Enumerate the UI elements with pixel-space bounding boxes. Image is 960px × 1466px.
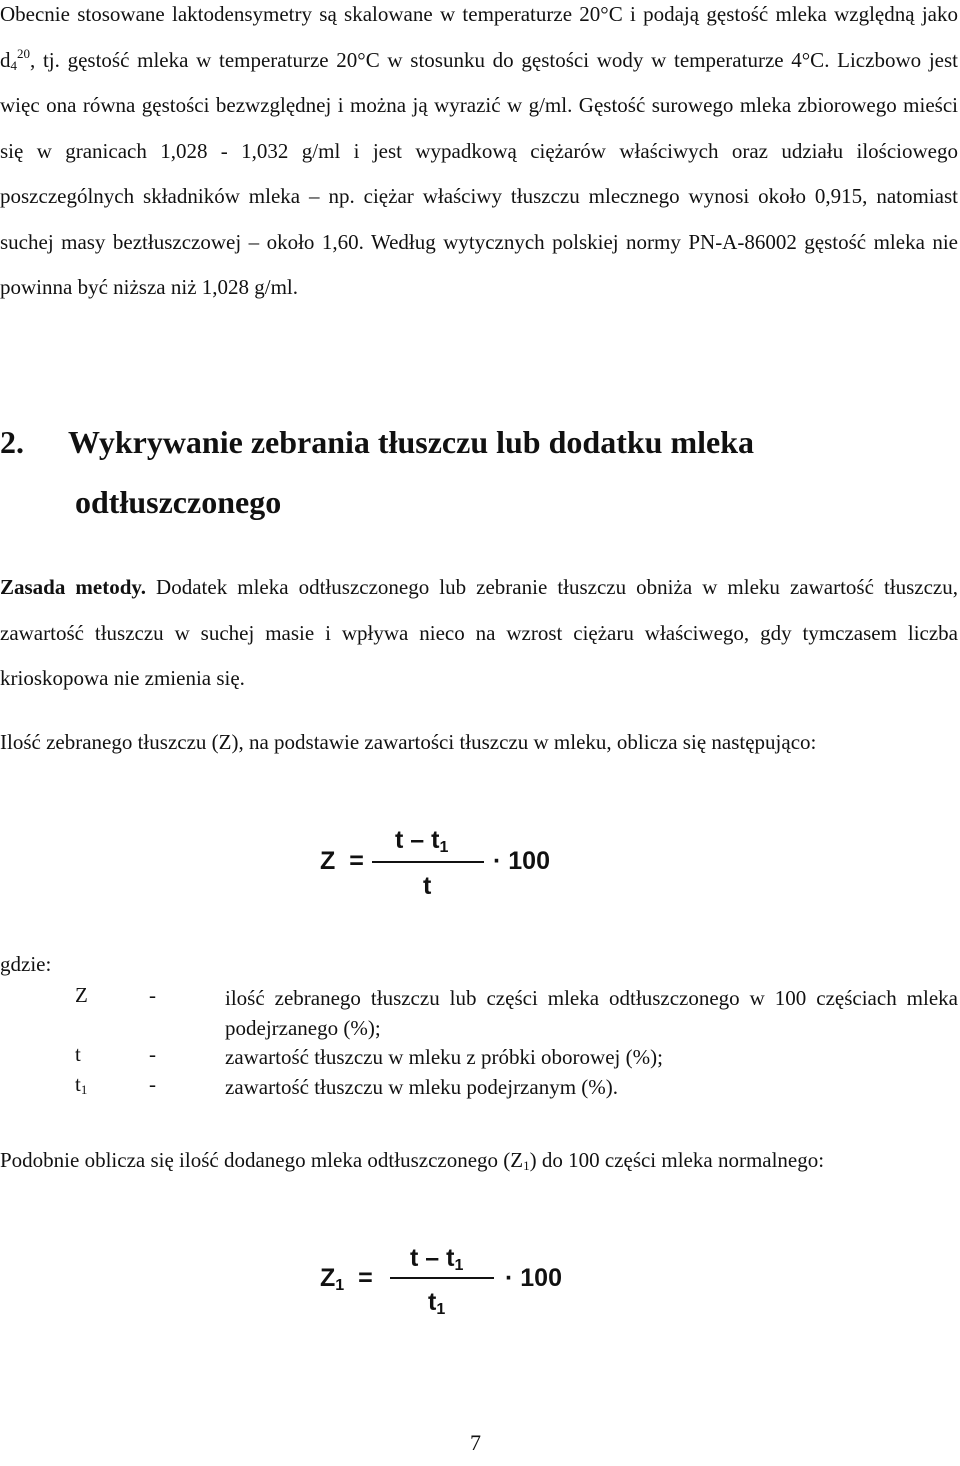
legend-intro: gdzie: (0, 952, 52, 976)
formula-numerator: t – $t_1$ (395, 826, 449, 856)
subscript: 1 (523, 1158, 530, 1173)
paragraph-text: , tj. gęstość mleka w temperaturze 20°C w stosunku do gęstości wody w temperaturze 4°C. Liczbowo jest więc ona równa gęstości bezwzględnej i można ją wyrazić w g/ml. Gęstość surowego mleka zbiorowego mieści się w granicach 1,028 - 1,032 g/ml i jest wypadkową ciężarów właściwych oraz udziału ilościowego poszczególnych składników mleka – np. ciężar właściwy tłuszczu mlecznego wynosi około 0,915, natomiast suchej masy beztłuszczowej – około 1,60. Według wytycznych polskiej normy PN-A-86002 gęstość mleka nie powinna być niższa niż 1,028 g/ml. (0, 47, 958, 299)
section-number: 2. (0, 424, 24, 460)
paragraph-text: ) do 100 części mleka normalnego: (529, 1148, 825, 1172)
page-number: 7 (470, 1430, 481, 1455)
section-heading (0, 412, 958, 532)
superscript: 20 (17, 45, 30, 61)
legend-description: ilość zebranego tłuszczu lub części mleka odtłuszczonego w 100 częściach mleka podejrzanego (%); (225, 986, 958, 1040)
legend-symbol: t (75, 1042, 81, 1066)
formula-lhs: $Z_1$ = (320, 1264, 373, 1294)
section-title-line1: Wykrywanie zebrania tłuszczu lub dodatku mleka (68, 424, 754, 460)
legend-dash: - (149, 983, 156, 1007)
paragraph-text: Ilość zebranego tłuszczu (Z), na podstawie zawartości tłuszczu w mleku, oblicza się następująco: (0, 730, 817, 754)
legend-description: zawartość tłuszczu w mleku podejrzanym (%). (225, 1075, 619, 1099)
paragraph-text: Dodatek mleka odtłuszczonego lub zebranie tłuszczu obniża w mleku zawartość tłuszczu, zawartość tłuszczu w suchej masie i wpływa nieco na wzrost ciężaru właściwego, gdy tymczasem liczba krioskopowa nie zmienia się. (0, 575, 959, 690)
paragraph-milk-density (0, 0, 958, 311)
formula-multiplier: · 100 (505, 1264, 562, 1292)
legend-dash: - (149, 1042, 156, 1066)
formula-denominator: $t_1$ (428, 1288, 446, 1318)
paragraph-added-milk (0, 1138, 958, 1184)
formula-multiplier: · 100 (493, 847, 550, 875)
paragraph-calculation-intro (0, 720, 958, 766)
legend-dash: - (149, 1072, 156, 1096)
paragraph-text: Podobnie oblicza się ilość dodanego mleka odtłuszczonego (Z (0, 1148, 524, 1172)
legend-symbol: $t_1$ (75, 1072, 88, 1097)
fraction-bar (390, 1277, 494, 1279)
formula-lhs: Z = (320, 847, 364, 875)
legend-description: zawartość tłuszczu w mleku z próbki oborowej (%); (225, 1045, 663, 1069)
formula-numerator: t – $t_1$ (410, 1244, 464, 1274)
legend-symbol: Z (75, 983, 88, 1007)
section-title-line2: odtłuszczonego (75, 484, 282, 520)
formula-denominator: t (423, 872, 432, 900)
paragraph-principle (0, 565, 958, 702)
paragraph-text: Obecnie stosowane laktodensymetry są skalowane w temperaturze 20°C i podają gęstość mleka względną jako d (0, 2, 958, 72)
subscript: 4 (10, 57, 17, 73)
fraction-bar (372, 861, 484, 863)
principle-lead: Zasada metody. (0, 575, 146, 599)
